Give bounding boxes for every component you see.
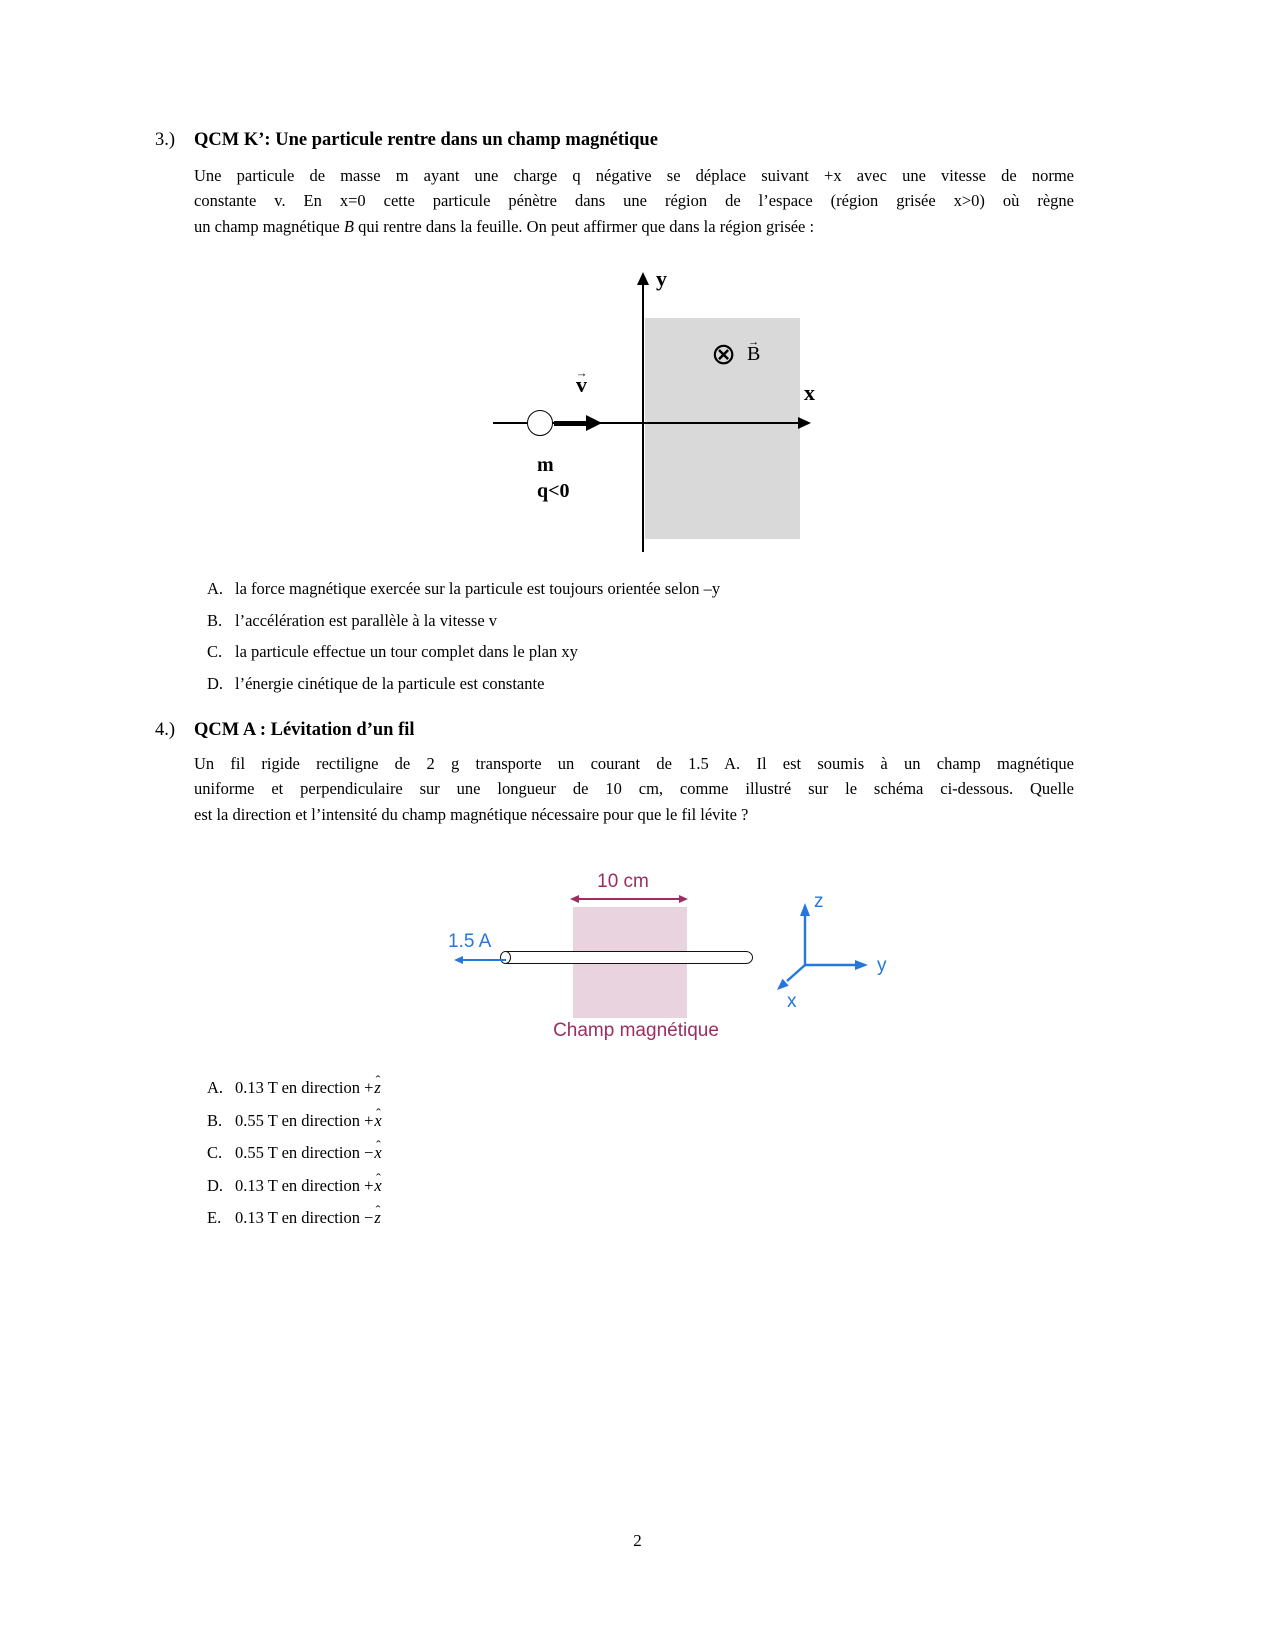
q4-paragraph: [194, 751, 1074, 827]
q4-diagram: [430, 870, 910, 1060]
option-label: A.: [207, 579, 224, 598]
x-axis-arrowhead-icon: [798, 417, 811, 429]
velocity-arrowhead-icon: [586, 415, 602, 431]
unit-vector: ˆ z: [374, 1072, 380, 1105]
unit-vector: ˆ x: [374, 1170, 381, 1203]
q4-answer-option: [207, 1202, 382, 1235]
option-text: l’énergie cinétique de la particule est constante: [235, 673, 545, 693]
q3-heading: [155, 128, 658, 152]
q4-title: QCM A : Lévitation d’un fil: [194, 720, 415, 740]
option-label: B.: [207, 610, 223, 630]
velocity-label: → v: [576, 374, 587, 396]
x-axis-label: x: [804, 380, 815, 405]
q4-answer-option: [207, 1137, 382, 1170]
q3-line3-pre: un champ magnétique: [194, 216, 344, 236]
velocity-arrow-shaft: [554, 421, 587, 426]
q4-answer-option: [207, 1072, 382, 1105]
option-text: 0.13 T en direction −: [235, 1208, 374, 1227]
length-label: 10 cm: [597, 871, 649, 892]
b-field-label: → B: [747, 344, 760, 364]
length-arrowhead-right-icon: [679, 895, 688, 903]
x-axis-label: x: [787, 991, 797, 1012]
q4-paragraph-line3: est la direction et l’intensité du champ magnétique nécessaire pour que le fil lévite ?: [194, 804, 749, 824]
field-region-label: Champ magnétique: [553, 1020, 719, 1041]
option-text: l’accélération est parallèle à la vitesse v: [235, 610, 498, 630]
option-label: C.: [207, 1143, 223, 1162]
current-arrowhead-icon: [454, 956, 463, 964]
q3-paragraph: [194, 163, 1074, 239]
wire-end-cap: [500, 951, 511, 964]
current-arrow-shaft: [461, 959, 506, 961]
q3-answer-option: [207, 636, 720, 668]
length-arrow-shaft: [576, 898, 682, 900]
unit-vector: ˆ x: [374, 1105, 381, 1138]
length-arrowhead-left-icon: [570, 895, 579, 903]
option-text: 0.13 T en direction +: [235, 1078, 374, 1097]
y-axis-label: y: [877, 955, 887, 976]
z-axis-label: z: [814, 891, 824, 912]
b-vector-inline: → B: [344, 214, 354, 239]
option-label: C.: [207, 642, 223, 662]
q4-options: [207, 1072, 382, 1235]
option-text: 0.55 T en direction +: [235, 1110, 374, 1130]
y-axis-label: y: [656, 266, 667, 291]
b-into-page-icon: ⊗: [711, 337, 737, 372]
unit-vector: ˆ z: [374, 1202, 380, 1235]
option-label: D.: [207, 1175, 224, 1195]
q4-answer-option: [207, 1105, 382, 1138]
y-axis-arrowhead-icon: [637, 272, 649, 285]
option-text: 0.13 T en direction +: [235, 1175, 374, 1195]
q3-number: 3.): [155, 130, 176, 150]
q4-answer-option: [207, 1170, 382, 1203]
q3-diagram: [460, 262, 830, 562]
q3-title: QCM K’: Une particule rentre dans un champ magnétique: [194, 130, 658, 150]
q3-line3-post: qui rentre dans la feuille. On peut affirmer que dans la région grisée :: [353, 216, 815, 236]
option-label: E.: [207, 1208, 222, 1227]
option-text: 0.55 T en direction −: [235, 1143, 374, 1162]
q3-paragraph-line2: constante v. En x=0 cette particule pénètre dans une région de l’espace (région grisée x>0) où règne: [194, 191, 1074, 211]
q3-options: [207, 573, 720, 699]
option-label: D.: [207, 673, 224, 693]
q4-number: 4.): [155, 720, 176, 740]
current-label: 1.5 A: [448, 931, 492, 952]
mass-label: m: [537, 454, 554, 476]
q4-heading: [155, 718, 415, 742]
option-text: la particule effectue un tour complet dans le plan xy: [235, 642, 578, 662]
coordinate-axes-icon: [765, 895, 895, 1005]
option-label: A.: [207, 1078, 224, 1097]
q3-answer-option: [207, 573, 720, 605]
unit-vector: ˆ x: [374, 1137, 381, 1170]
wire-cylinder: [506, 951, 753, 964]
y-axis-line: [642, 282, 644, 552]
particle-circle: [527, 410, 553, 436]
q3-answer-option: [207, 605, 720, 637]
q4-paragraph-line2: uniforme et perpendiculaire sur une longueur de 10 cm, comme illustré sur le schéma ci-dessous. Quelle: [194, 779, 1074, 799]
page-number: 2: [633, 1531, 642, 1550]
q3-paragraph-line1: Une particule de masse m ayant une charge q négative se déplace suivant +x avec une vitesse de norme: [194, 166, 1074, 185]
charge-label: q<0: [537, 480, 570, 502]
option-label: B.: [207, 1110, 223, 1130]
option-text: la force magnétique exercée sur la particule est toujours orientée selon –y: [235, 579, 721, 598]
q3-answer-option: [207, 668, 720, 700]
q3-paragraph-line3: [194, 214, 1074, 239]
q4-paragraph-line1: Un fil rigide rectiligne de 2 g transporte un courant de 1.5 A. Il est soumis à un champ magnétique: [194, 754, 1074, 773]
